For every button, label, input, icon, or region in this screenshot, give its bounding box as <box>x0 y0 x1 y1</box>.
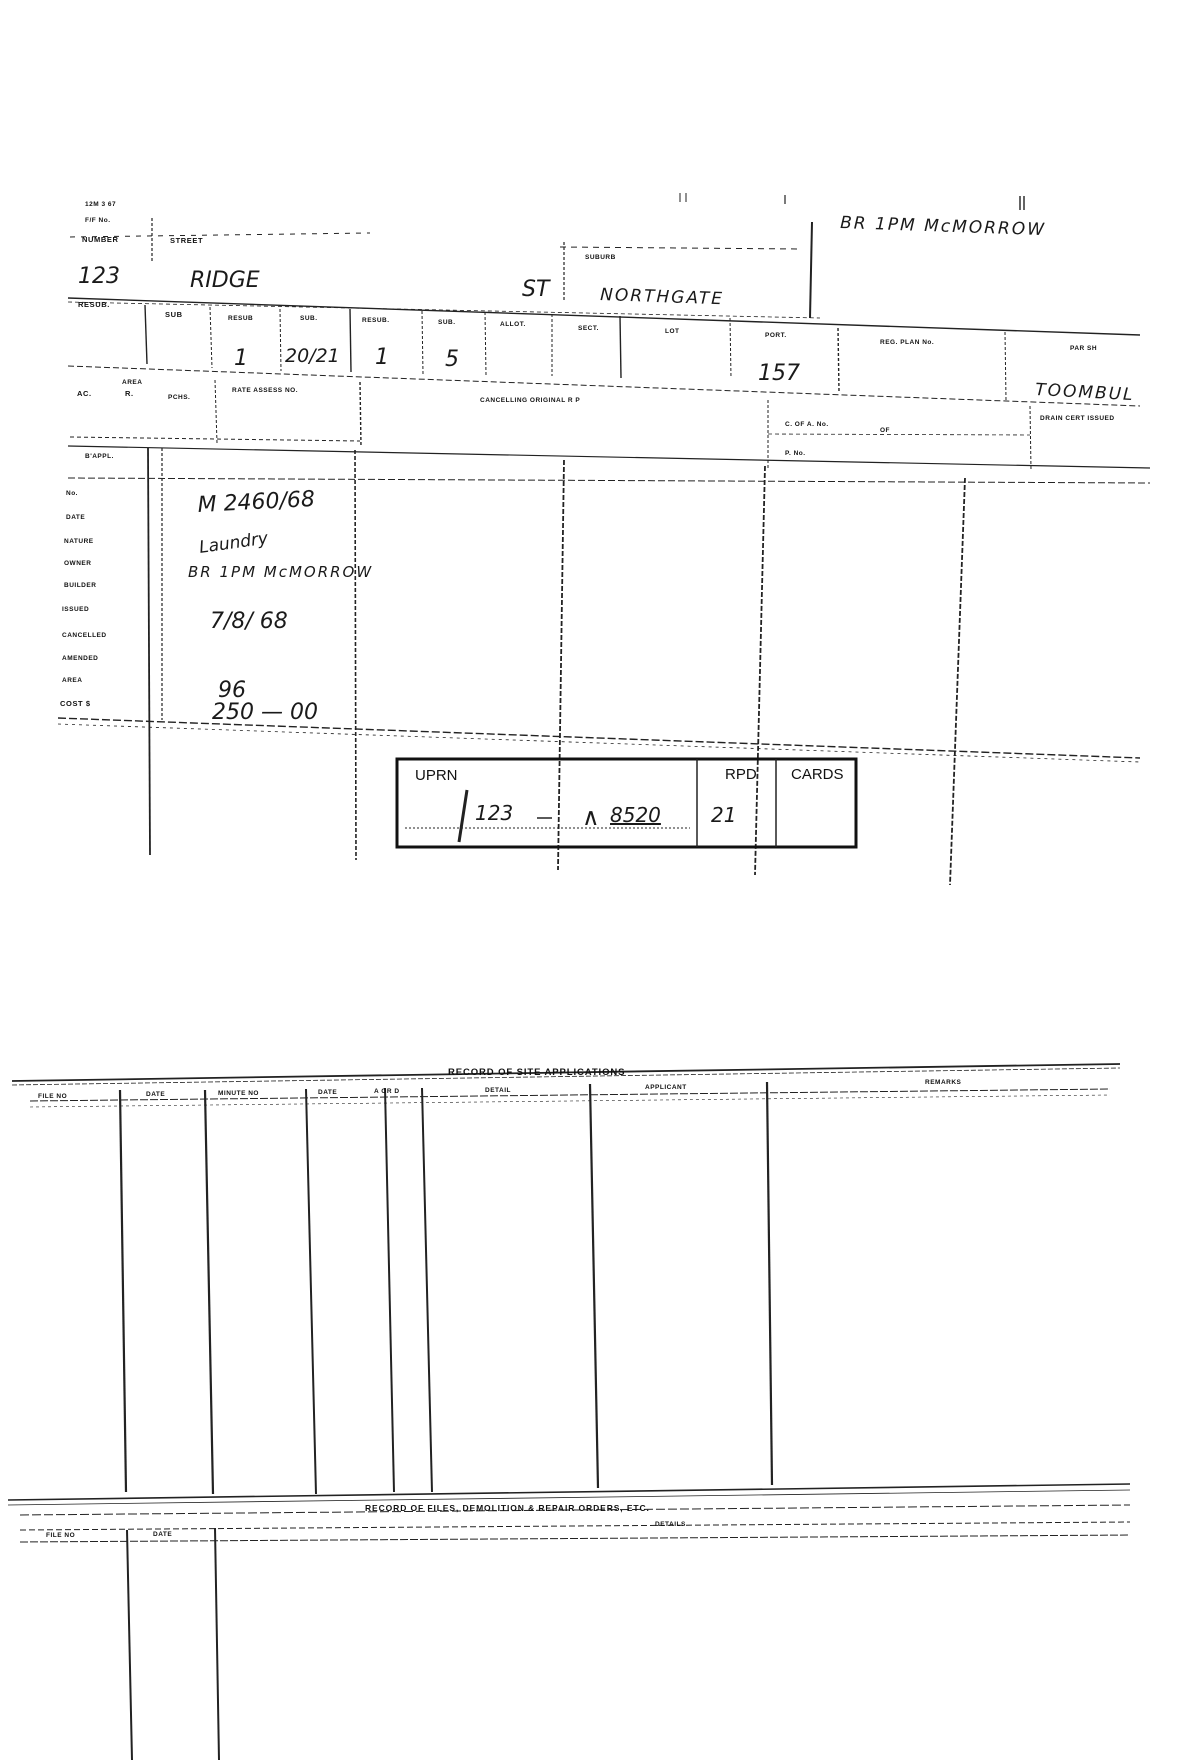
ba-label-no: No. <box>66 490 78 497</box>
area-label: AREA <box>122 379 143 386</box>
resub3-label: RESUB. <box>362 317 390 324</box>
ba-label-area: AREA <box>62 677 83 684</box>
sub3-label: SUB. <box>438 319 456 326</box>
rpd-label: RPD <box>725 766 757 783</box>
ba-label-cancelled: CANCELLED <box>62 632 107 639</box>
street-value: RIDGE <box>190 268 260 293</box>
uprn-part2: 8520 <box>610 803 661 827</box>
cancelling-label: CANCELLING ORIGINAL R P <box>480 397 581 404</box>
ba-label-date: DATE <box>66 514 86 521</box>
resub2-value: 1 <box>234 346 248 371</box>
ba-owner-value: BR 1PM McMORROW <box>188 563 374 581</box>
number-value: 123 <box>78 264 120 289</box>
suburb-label: SUBURB <box>585 254 616 261</box>
street-type-value: ST <box>522 277 550 302</box>
sub3-value: 5 <box>445 347 459 372</box>
pchs-label: PCHS. <box>168 394 191 401</box>
parish-label: PAR SH <box>1070 345 1098 352</box>
fr-col-details: DETAILS <box>655 1521 686 1528</box>
r-label: R. <box>125 389 134 398</box>
sa-col-file-no: FILE NO <box>38 1093 68 1100</box>
ac-label: AC. <box>77 389 92 398</box>
bappl-label: B'APPL. <box>85 453 114 460</box>
number-label: NUMBER <box>82 235 119 244</box>
form-code: 12M 3 67 <box>85 201 117 208</box>
lot-label: LOT <box>665 328 680 335</box>
port-value: 157 <box>758 361 800 386</box>
sect-label: SECT. <box>578 325 599 332</box>
ba-label-cost: COST $ <box>60 699 91 708</box>
reg-plan-label: REG. PLAN No. <box>880 339 935 346</box>
sa-col-date2: DATE <box>318 1089 338 1096</box>
resub3-value: 1 <box>375 345 389 370</box>
suburb-value: NORTHGATE <box>599 285 725 310</box>
ba-label-builder: BUILDER <box>64 582 97 589</box>
parish-value: TOOMBUL <box>1034 380 1136 406</box>
ba-cost-value: 250 — 00 <box>212 700 318 725</box>
drain-label: DRAIN CERT ISSUED <box>1040 415 1115 422</box>
rate-label: RATE ASSESS NO. <box>232 387 299 394</box>
sub-label: SUB <box>165 310 183 319</box>
sub2-value: 20/21 <box>285 345 340 367</box>
ba-no-value: M 2460/68 <box>197 486 316 518</box>
fr-col-date: DATE <box>153 1531 173 1538</box>
ba-label-amended: AMENDED <box>62 655 99 662</box>
ba-label-nature: NATURE <box>64 538 94 545</box>
sa-col-detail: DETAIL <box>485 1087 511 1094</box>
cards-label: CARDS <box>791 766 844 783</box>
file-no-label: F/F No. <box>85 217 111 224</box>
resub-label: RESUB. <box>78 300 110 309</box>
of-label: OF <box>880 427 891 434</box>
port-label: PORT. <box>765 332 787 339</box>
sa-col-remarks: REMARKS <box>925 1079 962 1086</box>
uprn-caret: ∧ <box>582 803 600 831</box>
allot-label: ALLOT. <box>500 321 526 328</box>
p-no-label: P. No. <box>785 450 806 457</box>
files-record-grid <box>20 1505 1130 1760</box>
sa-col-a-or-d: A OR D <box>374 1088 400 1095</box>
resub2-label: RESUB <box>228 315 254 322</box>
ba-label-issued: ISSUED <box>62 606 90 613</box>
owner-note: BR 1PM McMORROW <box>839 213 1047 241</box>
cofa-label: C. OF A. No. <box>785 421 829 428</box>
ba-issued-value: 7/8/ 68 <box>210 609 288 634</box>
uprn-label: UPRN <box>415 767 458 784</box>
fr-col-file-no: FILE NO <box>46 1532 76 1539</box>
sa-col-minute-no: MINUTE NO <box>218 1090 259 1097</box>
sa-col-applicant: APPLICANT <box>645 1084 687 1091</box>
site-applications-title: RECORD OF SITE APPLICATIONS <box>448 1067 626 1078</box>
street-label: STREET <box>170 236 204 245</box>
uprn-box <box>397 759 856 847</box>
uprn-part1: 123 <box>475 801 514 825</box>
ba-area-value: 96 <box>218 678 246 703</box>
site-applications-grid <box>8 1064 1130 1505</box>
ba-label-owner: OWNER <box>64 560 92 567</box>
rpd-value: 21 <box>711 803 737 827</box>
ba-nature-value: Laundry <box>197 528 270 558</box>
sub2-label: SUB. <box>300 315 318 322</box>
files-record-title: RECORD OF FILES, DEMOLITION & REPAIR ORDERS, ETC. <box>365 1503 650 1513</box>
sa-col-date: DATE <box>146 1091 166 1098</box>
